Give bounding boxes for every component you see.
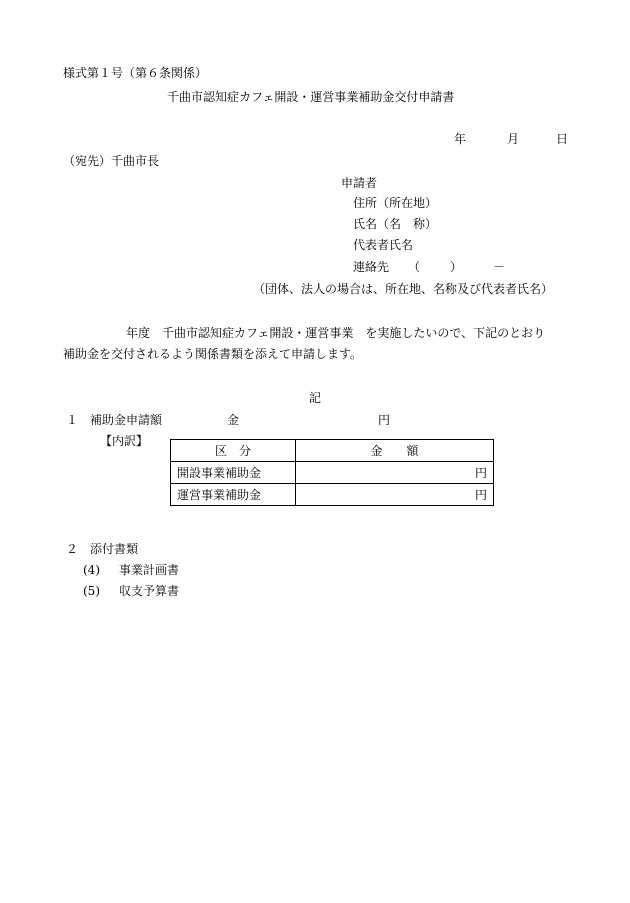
ki-heading: 記 (309, 391, 322, 405)
date-year: 年 (454, 132, 467, 146)
applicant-note: （団体、法人の場合は、所在地、名称及び代表者氏名） (253, 282, 554, 296)
applicant-heading: 申請者 (341, 176, 378, 190)
contact-paren-open: （ (408, 260, 421, 274)
body-line-2: 補助金を交付されるよう関係書類を添えて申請します。 (63, 347, 363, 361)
document-number: (5) (83, 584, 100, 598)
row-amount-yen: 円 (296, 484, 494, 506)
item1-label: １ 補助金申請額 (66, 413, 163, 427)
contact-paren-close: ） (450, 260, 463, 274)
table-row (171, 484, 494, 506)
breakdown-label: 【内訳】 (100, 434, 149, 448)
applicant-name: 氏名（名 称） (353, 217, 438, 231)
document-number: (4) (83, 563, 100, 577)
date-day: 日 (556, 132, 569, 146)
header-amount: 金 額 (296, 440, 494, 462)
document-name: 収支予算書 (119, 584, 180, 598)
table-row (171, 462, 494, 484)
item1-amount-label: 金 (227, 413, 240, 427)
breakdown-table (170, 439, 494, 506)
contact-dash: － (493, 260, 506, 274)
document-name: 事業計画書 (119, 563, 180, 577)
applicant-representative: 代表者氏名 (353, 238, 414, 252)
row-amount-yen: 円 (296, 462, 494, 484)
row-category: 開設事業補助金 (171, 462, 296, 484)
item2-label: ２ 添付書類 (66, 542, 139, 556)
applicant-contact-label: 連絡先 (353, 260, 390, 274)
document-title: 千曲市認知症カフェ開設・運営事業補助金交付申請書 (167, 90, 455, 104)
body-line-1: 年度 千曲市認知症カフェ開設・運営事業 を実施したいので、下記のとおり (126, 326, 546, 340)
form-number: 様式第１号（第６条関係） (63, 66, 208, 80)
header-category: 区 分 (171, 440, 296, 462)
row-category: 運営事業補助金 (171, 484, 296, 506)
applicant-address: 住所（所在地） (353, 196, 438, 210)
addressee: （宛先）千曲市長 (63, 154, 160, 168)
table-header-row (171, 440, 494, 462)
date-month: 月 (507, 132, 520, 146)
item1-yen: 円 (378, 413, 391, 427)
